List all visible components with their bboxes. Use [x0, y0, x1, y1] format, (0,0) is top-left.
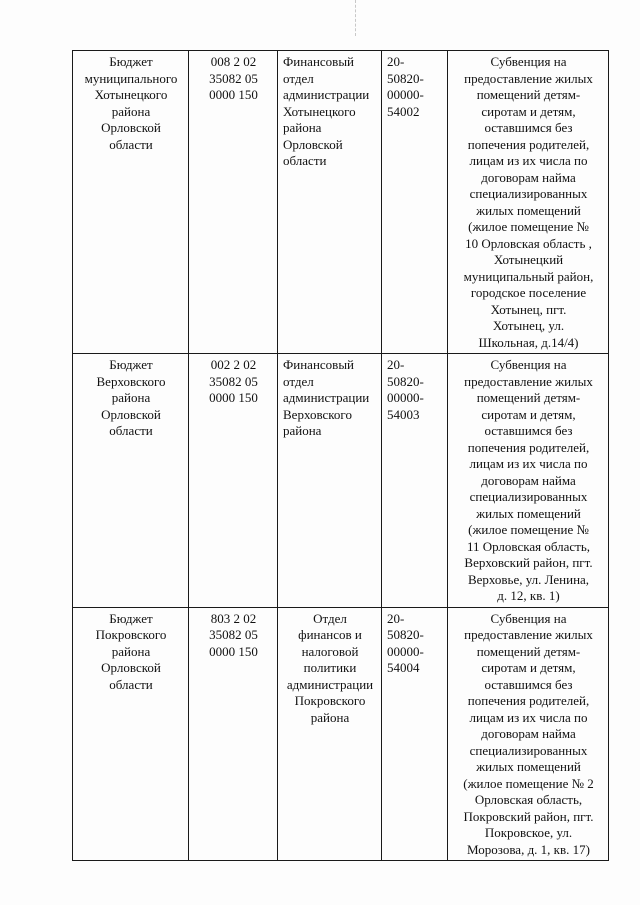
cell-text-line: 002 2 02 [210, 357, 257, 372]
cell-text-line: 35082 05 [209, 373, 258, 389]
cell-text-line: городское поселение [470, 285, 587, 300]
cell-text-line: 10 Орловская область , [465, 235, 592, 251]
cell-text-line: Хотынецкого [283, 103, 356, 119]
organization-cell [278, 607, 382, 861]
cell-text-line: 35082 05 [209, 627, 258, 642]
target-code-cell [382, 51, 448, 354]
organization-cell [278, 354, 382, 608]
cell-text-line: специализированных [469, 489, 588, 504]
cell-text-line: помещений детям- [476, 643, 581, 659]
cell-text-line: муниципальный район, [463, 268, 594, 284]
cell-text-line: 00000- [387, 390, 424, 405]
cell-text-line: Финансовый [283, 54, 355, 69]
cell-text-line: жилых помещений [476, 759, 581, 774]
organization-cell [278, 51, 382, 354]
cell-text-line: Верховье, ул. Ленина, [467, 571, 590, 587]
target-code-cell [382, 607, 448, 861]
cell-text-line: Морозова, д. 1, кв. 17) [467, 841, 590, 857]
cell-text-line: помещений детям- [476, 390, 581, 405]
cell-text-line: предоставление жилых [464, 627, 593, 642]
cell-text-line: 803 2 02 [210, 610, 257, 626]
subsidy-description-cell [448, 607, 609, 861]
cell-text-line: Орловской [283, 136, 343, 152]
subsidy-description-cell [448, 51, 609, 354]
budget-cell [73, 51, 189, 354]
cell-text-line: 0000 150 [209, 87, 258, 102]
cell-text-line: Орловской [101, 120, 161, 135]
fold-mark [355, 0, 356, 36]
cell-text-line: Орловской [101, 406, 161, 422]
cell-text-line: района [310, 709, 350, 725]
cell-text-line: 54002 [387, 103, 420, 119]
budget-table [72, 50, 609, 861]
cell-text-line: Орловской [101, 660, 161, 675]
cell-text-line: района [111, 103, 151, 119]
table-row [73, 51, 609, 354]
cell-text-line: Хотынецкий [493, 252, 564, 267]
cell-text-line: оставшимся без [484, 676, 573, 692]
cell-text-line: 20- [387, 610, 405, 626]
cell-text-line: Бюджет [109, 357, 153, 372]
cell-text-line: 50820- [387, 70, 424, 86]
cell-text-line: района [283, 120, 322, 135]
cell-text-line: 008 2 02 [210, 54, 257, 69]
cell-text-line: области [109, 423, 153, 438]
cell-text-line: предоставление жилых [464, 373, 593, 389]
cell-text-line: политики [303, 660, 357, 675]
budget-cell [73, 354, 189, 608]
cell-text-line: 50820- [387, 627, 424, 642]
budget-cell [73, 607, 189, 861]
code-cell [189, 51, 278, 354]
cell-text-line: 00000- [387, 643, 424, 659]
cell-text-line: отдел [283, 70, 314, 86]
cell-text-line: договорам найма [481, 169, 576, 185]
cell-text-line: Хотынец, пгт. [490, 301, 567, 317]
cell-text-line: сиротам и детям, [481, 103, 576, 119]
cell-text-line: района [283, 423, 322, 438]
cell-text-line: 20- [387, 54, 405, 69]
cell-text-line: отдел [283, 373, 314, 389]
cell-text-line: области [283, 153, 327, 168]
cell-text-line: Покровское, ул. [484, 825, 573, 840]
cell-text-line: попечения родителей, [467, 136, 590, 152]
cell-text-line: Школьная, д.14/4) [478, 334, 579, 350]
cell-text-line: Отдел [313, 610, 347, 626]
cell-text-line: 54003 [387, 406, 420, 422]
cell-text-line: 20- [387, 357, 405, 372]
cell-text-line: финансов и [298, 627, 362, 642]
cell-text-line: лицам из их числа по [469, 456, 588, 471]
cell-text-line: оставшимся без [484, 120, 573, 135]
cell-text-line: Субвенция на [490, 610, 567, 626]
cell-text-line: администрации [283, 87, 370, 102]
cell-text-line: д. 12, кв. 1) [497, 588, 560, 603]
cell-text-line: (жилое помещение № 2 [463, 775, 594, 791]
cell-text-line: (жилое помещение № [468, 219, 589, 234]
cell-text-line: Субвенция на [490, 357, 567, 372]
cell-text-line: сиротам и детям, [481, 660, 576, 675]
cell-text-line: Орловская область, [474, 792, 583, 807]
cell-text-line: помещений детям- [476, 87, 581, 102]
cell-text-line: администрации [286, 676, 374, 692]
cell-text-line: области [109, 676, 153, 692]
cell-text-line: попечения родителей, [467, 693, 590, 708]
cell-text-line: области [109, 136, 153, 152]
target-code-cell [382, 354, 448, 608]
cell-text-line: оставшимся без [484, 423, 573, 438]
cell-text-line: Хотынец, ул. [492, 318, 565, 333]
cell-text-line: лицам из их числа по [469, 709, 588, 725]
cell-text-line: лицам из их числа по [469, 153, 588, 168]
cell-text-line: 0000 150 [209, 643, 258, 659]
cell-text-line: Верховский район, пгт. [464, 555, 593, 570]
cell-text-line: Верховского [283, 406, 352, 422]
cell-text-line: района [111, 643, 151, 659]
cell-text-line: Бюджет [109, 610, 153, 626]
cell-text-line: 35082 05 [209, 70, 258, 86]
cell-text-line: муниципального [84, 70, 178, 86]
cell-text-line: 0000 150 [209, 390, 258, 405]
cell-text-line: Покровского [294, 693, 366, 708]
cell-text-line: 54004 [387, 660, 420, 675]
cell-text-line: администрации [283, 390, 370, 405]
cell-text-line: налоговой [301, 643, 359, 659]
cell-text-line: Верховского [96, 373, 166, 389]
code-cell [189, 354, 278, 608]
cell-text-line: Финансовый [283, 357, 355, 372]
subsidy-description-cell [448, 354, 609, 608]
cell-text-line: 50820- [387, 373, 424, 389]
cell-text-line: Бюджет [109, 54, 153, 69]
cell-text-line: Покровского [95, 627, 167, 642]
cell-text-line: Хотынецкого [94, 87, 168, 102]
cell-text-line: Субвенция на [490, 54, 567, 69]
cell-text-line: договорам найма [481, 726, 576, 741]
cell-text-line: сиротам и детям, [481, 406, 576, 422]
cell-text-line: 00000- [387, 87, 424, 102]
cell-text-line: Покровский район, пгт. [463, 808, 594, 824]
cell-text-line: жилых помещений [476, 505, 581, 521]
table-row [73, 607, 609, 861]
code-cell [189, 607, 278, 861]
cell-text-line: попечения родителей, [467, 439, 590, 455]
cell-text-line: специализированных [469, 742, 588, 758]
cell-text-line: специализированных [469, 186, 588, 201]
cell-text-line: 11 Орловская область, [466, 538, 591, 554]
cell-text-line: (жилое помещение № [468, 522, 589, 537]
table-row [73, 354, 609, 608]
cell-text-line: района [111, 390, 151, 405]
cell-text-line: предоставление жилых [464, 70, 593, 86]
cell-text-line: жилых помещений [476, 202, 581, 218]
cell-text-line: договорам найма [481, 472, 576, 488]
